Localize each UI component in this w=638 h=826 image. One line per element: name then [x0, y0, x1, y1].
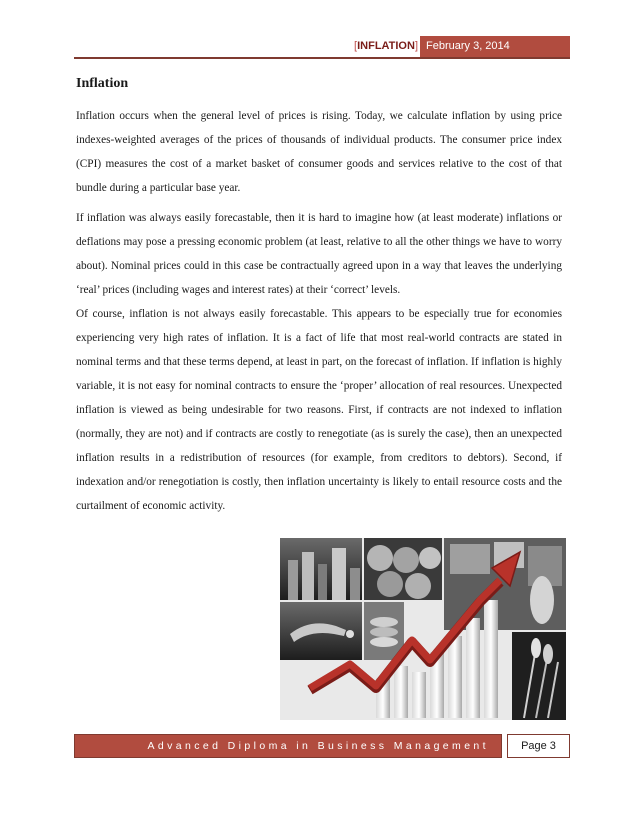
collage-photo-gas-cylinders	[364, 538, 442, 600]
page-header	[74, 36, 570, 58]
main-content	[76, 76, 562, 518]
collage-photo-coins	[364, 602, 404, 660]
footer-page-number: Page 3	[507, 734, 570, 758]
collage-photo-wheat	[512, 632, 566, 720]
inflation-illustration	[280, 538, 566, 720]
header-date: February 3, 2014	[420, 36, 570, 57]
header-title: [INFLATION]	[354, 40, 418, 52]
paragraph-cpi: Inflation occurs when the general level of prices is rising. Today, we calculate inflation by using price indexes-weighted averages of the prices of thousands of individual products. The consumer price index (CPI) measures the cost of a market basket of consumer goods and services relative to the cost of that bundle during a particular base year.	[76, 110, 562, 194]
paragraph-unexpected-inflation: Of course, inflation is not always easily forecastable. This appears to be especially true for economies experiencing very high rates of inflation. It is a fact of life that most real-world contracts are stated in nominal terms and that these terms depend, at least in part, on the forecast of inflation. If inflation is highly variable, it is not easy for nominal contracts to ensure the ‘proper’ allocation of real resources. Unexpected inflation is viewed as being undesirable for two reasons. First, if contracts are not indexed to inflation (normally, they are not) and if contracts are costly to renegotiate (as is surely the case), then an unexpected inflation results in a redistribution of resources (for example, from creditors to debtors). Second, if indexation and/or renegotiation is costly, then inflation uncertainty is likely to entail resource costs and the curtailment of economic activity.	[76, 308, 562, 512]
header-title-text: INFLATION	[357, 40, 415, 52]
header-rule	[74, 57, 570, 59]
paragraph-forecastable: If inflation was always easily forecastable, then it is hard to imagine how (at least moderate) inflations or deflations may pose a pressing economic problem (at least, relative to all the other things we have to worry about). Nominal prices could in this case be contractually agreed upon in a way that leaves the underlying ‘real’ prices (including wages and interest rates) at their ‘correct’ levels.	[76, 212, 562, 296]
footer-course-title: Advanced Diploma in Business Management	[74, 734, 502, 758]
page-footer	[74, 734, 570, 758]
collage-photo-fuel-pump	[280, 602, 362, 660]
collage-photo-cityscape	[280, 538, 362, 600]
section-heading: Inflation	[76, 76, 129, 91]
